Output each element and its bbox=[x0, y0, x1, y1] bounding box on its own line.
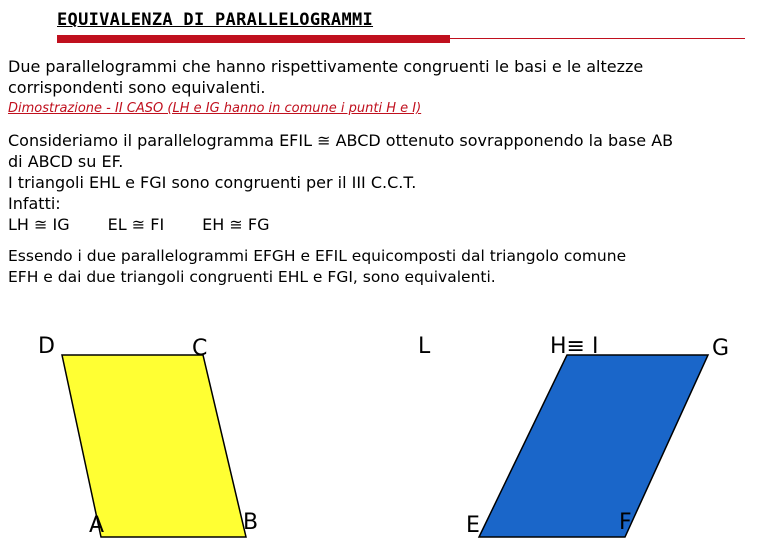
parallelogram-efgh bbox=[479, 355, 708, 537]
proof-line-4: Infatti: bbox=[8, 194, 61, 213]
parallelograms-figure bbox=[0, 320, 780, 540]
statement-line-1: Due parallelogrammi che hanno rispettivamente congruenti le basi e le altezze bbox=[8, 57, 644, 76]
label-f: F bbox=[619, 510, 632, 535]
page-title: EQUIVALENZA DI PARALLELOGRAMMI bbox=[57, 10, 374, 30]
parallelogram-abcd bbox=[62, 355, 246, 537]
label-e: E bbox=[466, 513, 480, 538]
theorem-statement bbox=[8, 56, 768, 98]
proof-heading: Dimostrazione - II CASO (LH e IG hanno in comune i punti H e I) bbox=[8, 101, 422, 116]
congruence-el-fi: EL ≅ FI bbox=[107, 215, 165, 234]
label-a: A bbox=[89, 513, 105, 538]
label-h-coincident-i: H≡ I bbox=[550, 334, 599, 359]
proof-paragraph-1 bbox=[8, 130, 772, 235]
congruence-eh-fg: EH ≅ FG bbox=[202, 215, 270, 234]
title-underline-rule bbox=[450, 38, 745, 39]
label-g: G bbox=[712, 336, 730, 361]
statement-line-2: corrispondenti sono equivalenti. bbox=[8, 78, 266, 97]
title-underline-bar bbox=[57, 35, 450, 43]
conclusion-line-2: EFH e dai due triangoli congruenti EHL e FGI, sono equivalenti. bbox=[8, 268, 496, 286]
conclusion-line-1: Essendo i due parallelogrammi EFGH e EFIL equicomposti dal triangolo comune bbox=[8, 247, 627, 265]
congruence-lh-ig: LH ≅ IG bbox=[8, 215, 70, 234]
label-d: D bbox=[38, 334, 55, 359]
label-l: L bbox=[418, 334, 431, 359]
label-c: C bbox=[192, 336, 208, 361]
proof-line-2: di ABCD su EF. bbox=[8, 152, 124, 171]
proof-line-1: Consideriamo il parallelogramma EFIL ≅ ABCD ottenuto sovrapponendo la base AB bbox=[8, 131, 674, 150]
proof-line-3: I triangoli EHL e FGI sono congruenti per il III C.C.T. bbox=[8, 173, 417, 192]
congruences-row bbox=[8, 214, 772, 235]
label-b: B bbox=[243, 510, 259, 535]
proof-paragraph-2 bbox=[8, 246, 772, 288]
